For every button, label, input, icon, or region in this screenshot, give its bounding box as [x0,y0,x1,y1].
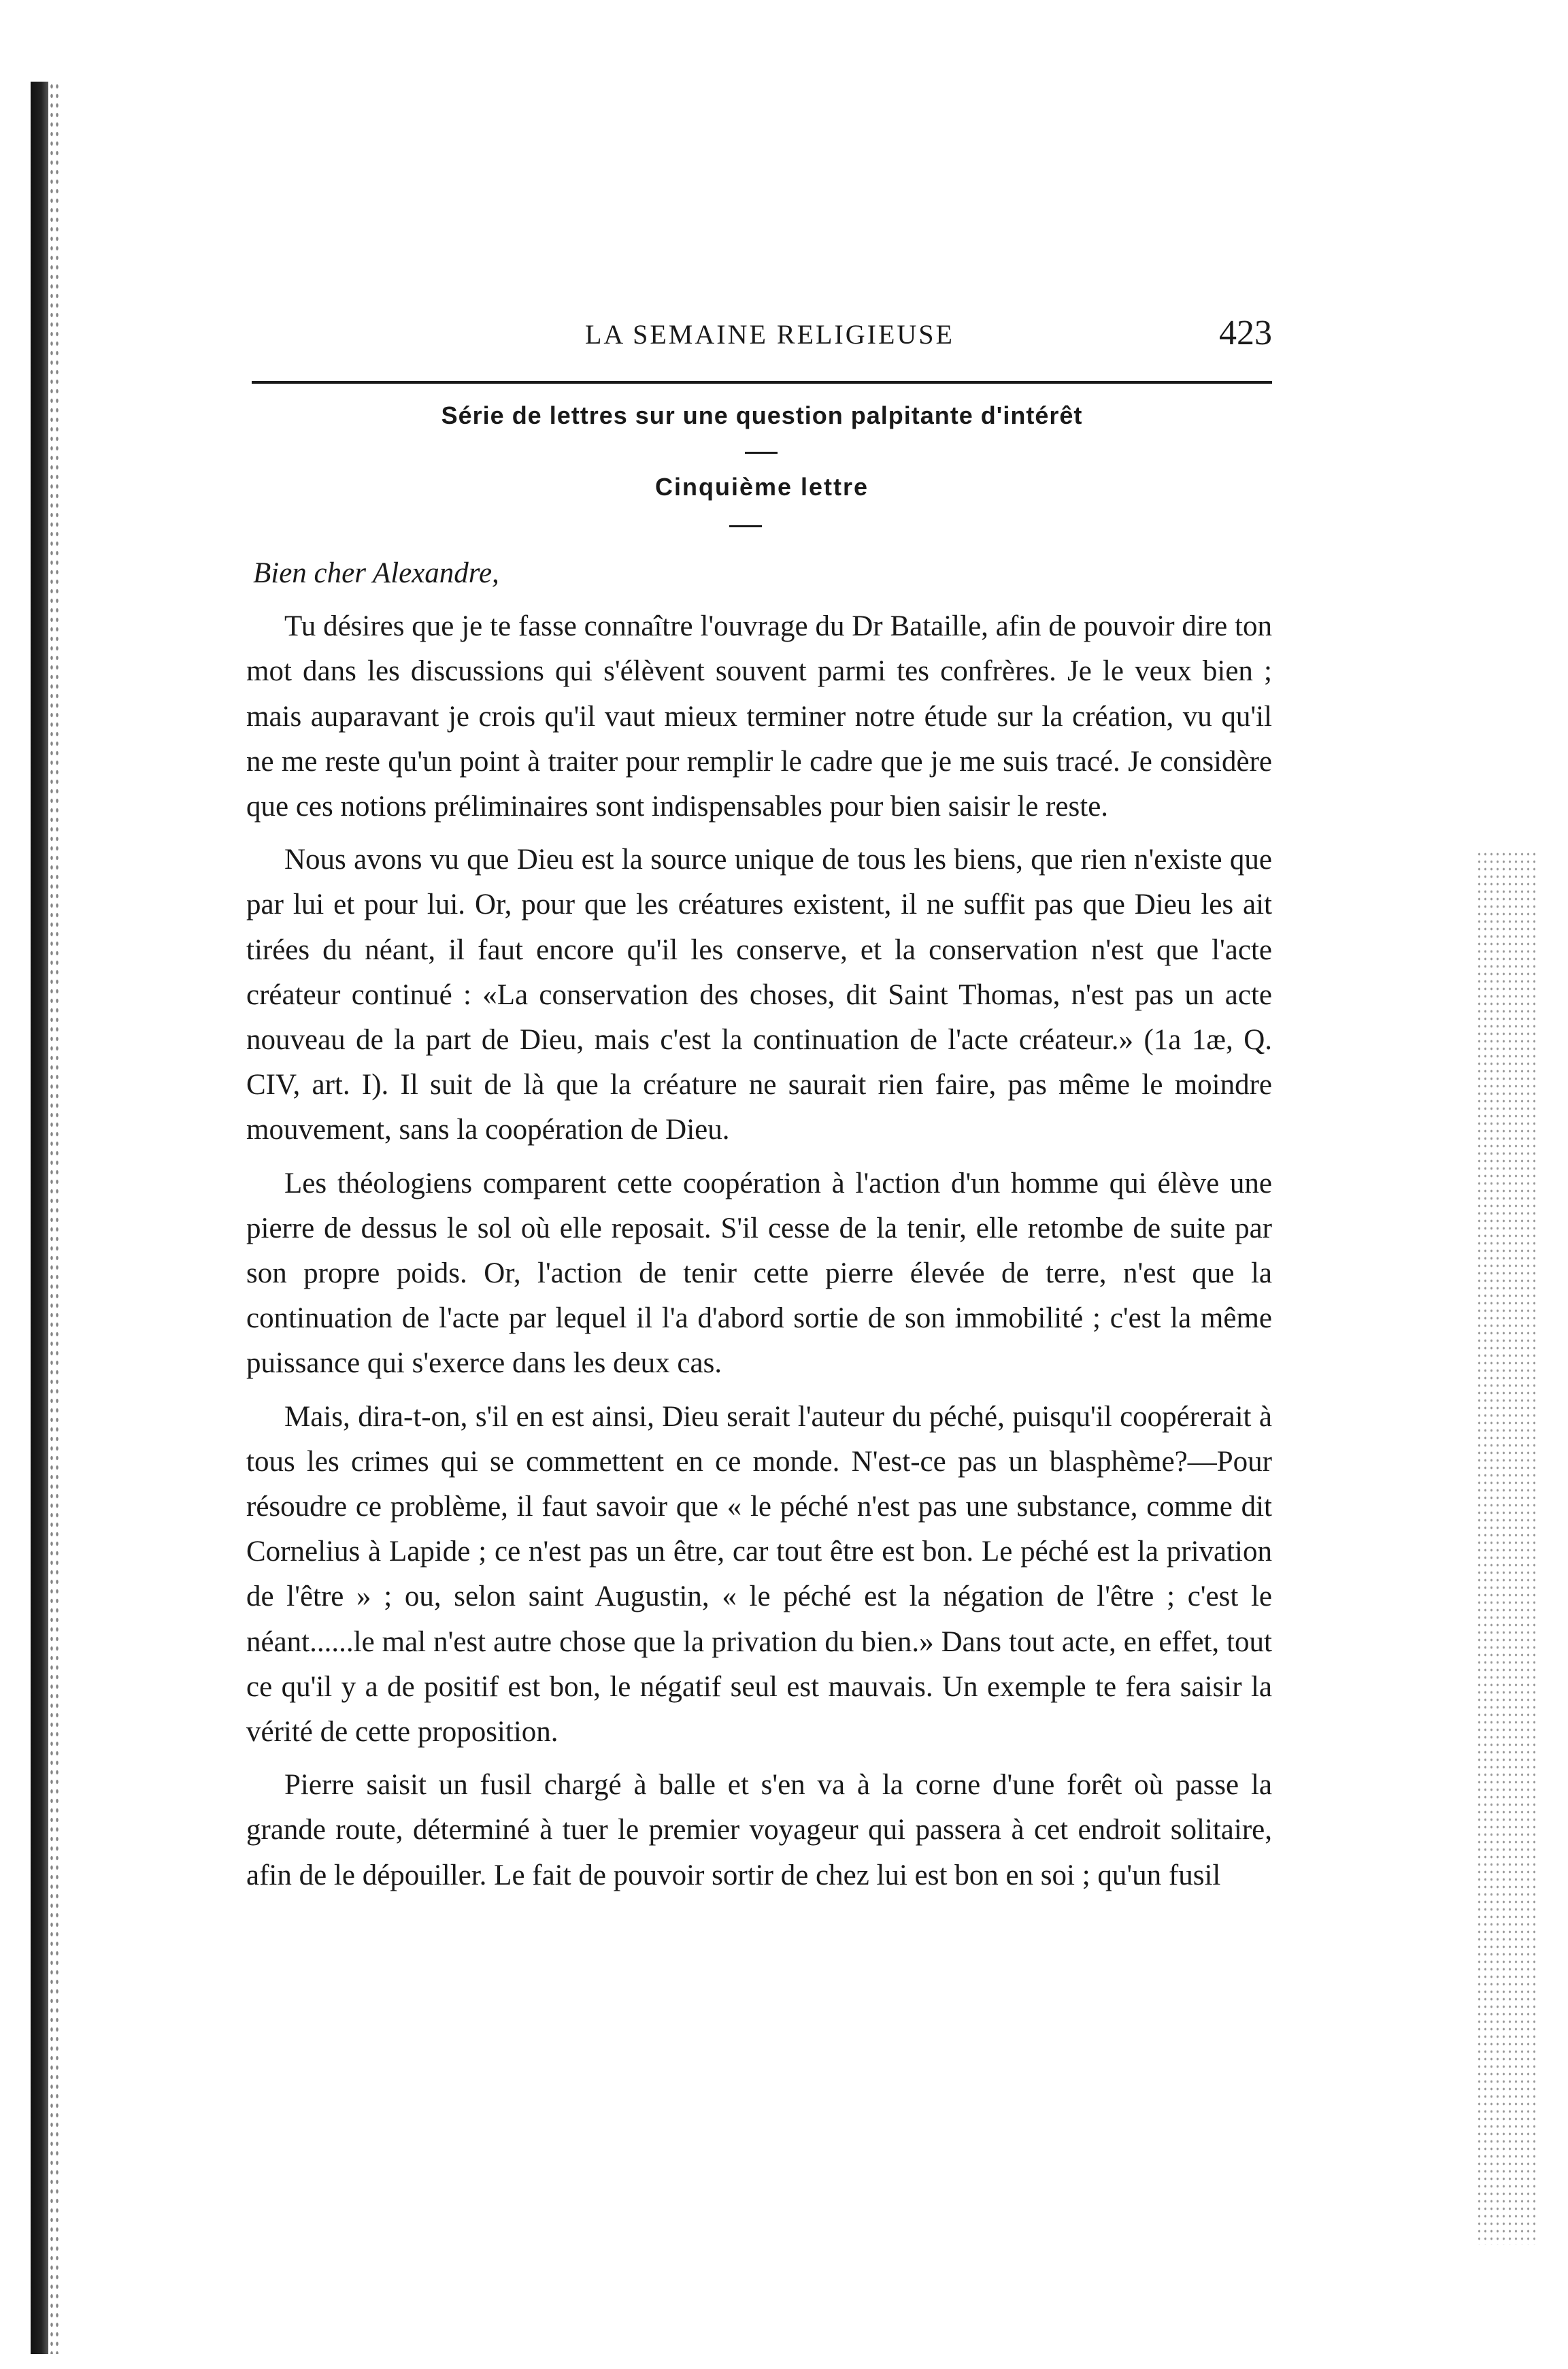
paragraph: Tu désires que je te fasse connaître l'ouvrage du Dr Bataille, afin de pouvoir dire ton mot dans les discussions qui s'élèvent souvent parmi tes confrères. Je le veux bien ; mais auparavant je crois qu'il vaut mieux terminer notre étude sur la création, vu qu'il ne me reste qu'un point à traiter pour remplir le cadre que je me suis tracé. Je considère que ces notions préliminaires sont indispensables pour bien saisir le reste. [246,610,1272,823]
title-separator [729,525,762,527]
letter-body [246,551,1272,1898]
header-rule [252,381,1272,384]
page-edge-speckle [1476,850,1537,2245]
paragraph: Nous avons vu que Dieu est la source unique de tous les biens, que rien n'existe que par lui et pour lui. Or, pour que les créatures existent, il ne suffit pas que Dieu les ait tirées du néant, il faut encore qu'il les conserve, et la conservation n'est que l'acte créateur continué : «La conservation des choses, dit Saint Thomas, n'est pas un acte nouveau de la part de Dieu, mais c'est la continuation de l'acte créateur.» (1a 1æ, Q. CIV, art. I). Il suit de là que la créature ne saurait rien faire, pas même le moindre mouvement, sans la coopération de Dieu. [246,844,1272,1146]
letter-title: Cinquième lettre [654,473,869,501]
running-head-title: LA SEMAINE RELIGIEUSE [585,319,954,350]
paragraph: Pierre saisit un fusil chargé à balle et s'en va à la corne d'une forêt où passe la grande route, déterminé à tuer le premier voyageur qui passera à cet endroit solitaire, afin de le dépouiller. Le fait de pouvoir sortir de chez lui est bon en soi ; qu'un fusil [246,1769,1272,1891]
salutation: Bien cher Alexandre, [253,557,499,589]
paragraph: Mais, dira-t-on, s'il en est ainsi, Dieu serait l'auteur du péché, puisqu'il coopérerait à tous les crimes qui se commettent en ce monde. N'est-ce pas un blasphème?—Pour résoudre ce problème, il faut savoir que « le péché n'est pas une substance, comme dit Cornelius à Lapide ; ce n'est pas un être, car tout être est bon. Le péché est la privation de l'être » ; ou, selon saint Augustin, « le péché est la négation de l'être ; c'est le néant......le mal n'est autre chose que la privation du bien.» Dans tout acte, en effet, tout ce qu'il y a de positif est bon, le négatif seul est mauvais. Un exemple te fera saisir la vérité de cette proposition. [246,1400,1272,1749]
title-separator [745,452,778,454]
running-head [252,313,1272,361]
page-number: 423 [1219,314,1272,352]
binding-speckle [49,82,59,2354]
paragraph: Les théologiens comparent cette coopération à l'action d'un homme qui élève une pierre de dessus le sol où elle reposait. S'il cesse de la tenir, elle retombe de suite par son propre poids. Or, l'action de tenir cette pierre élevée de terre, n'est que la continuation de l'acte par lequel il l'a d'abord sortie de son immobilité ; c'est la même puissance qui s'exerce dans les deux cas. [246,1167,1272,1380]
book-binding-edge [31,82,48,2354]
series-title: Série de lettres sur une question palpitante d'intérêt [441,401,1083,429]
